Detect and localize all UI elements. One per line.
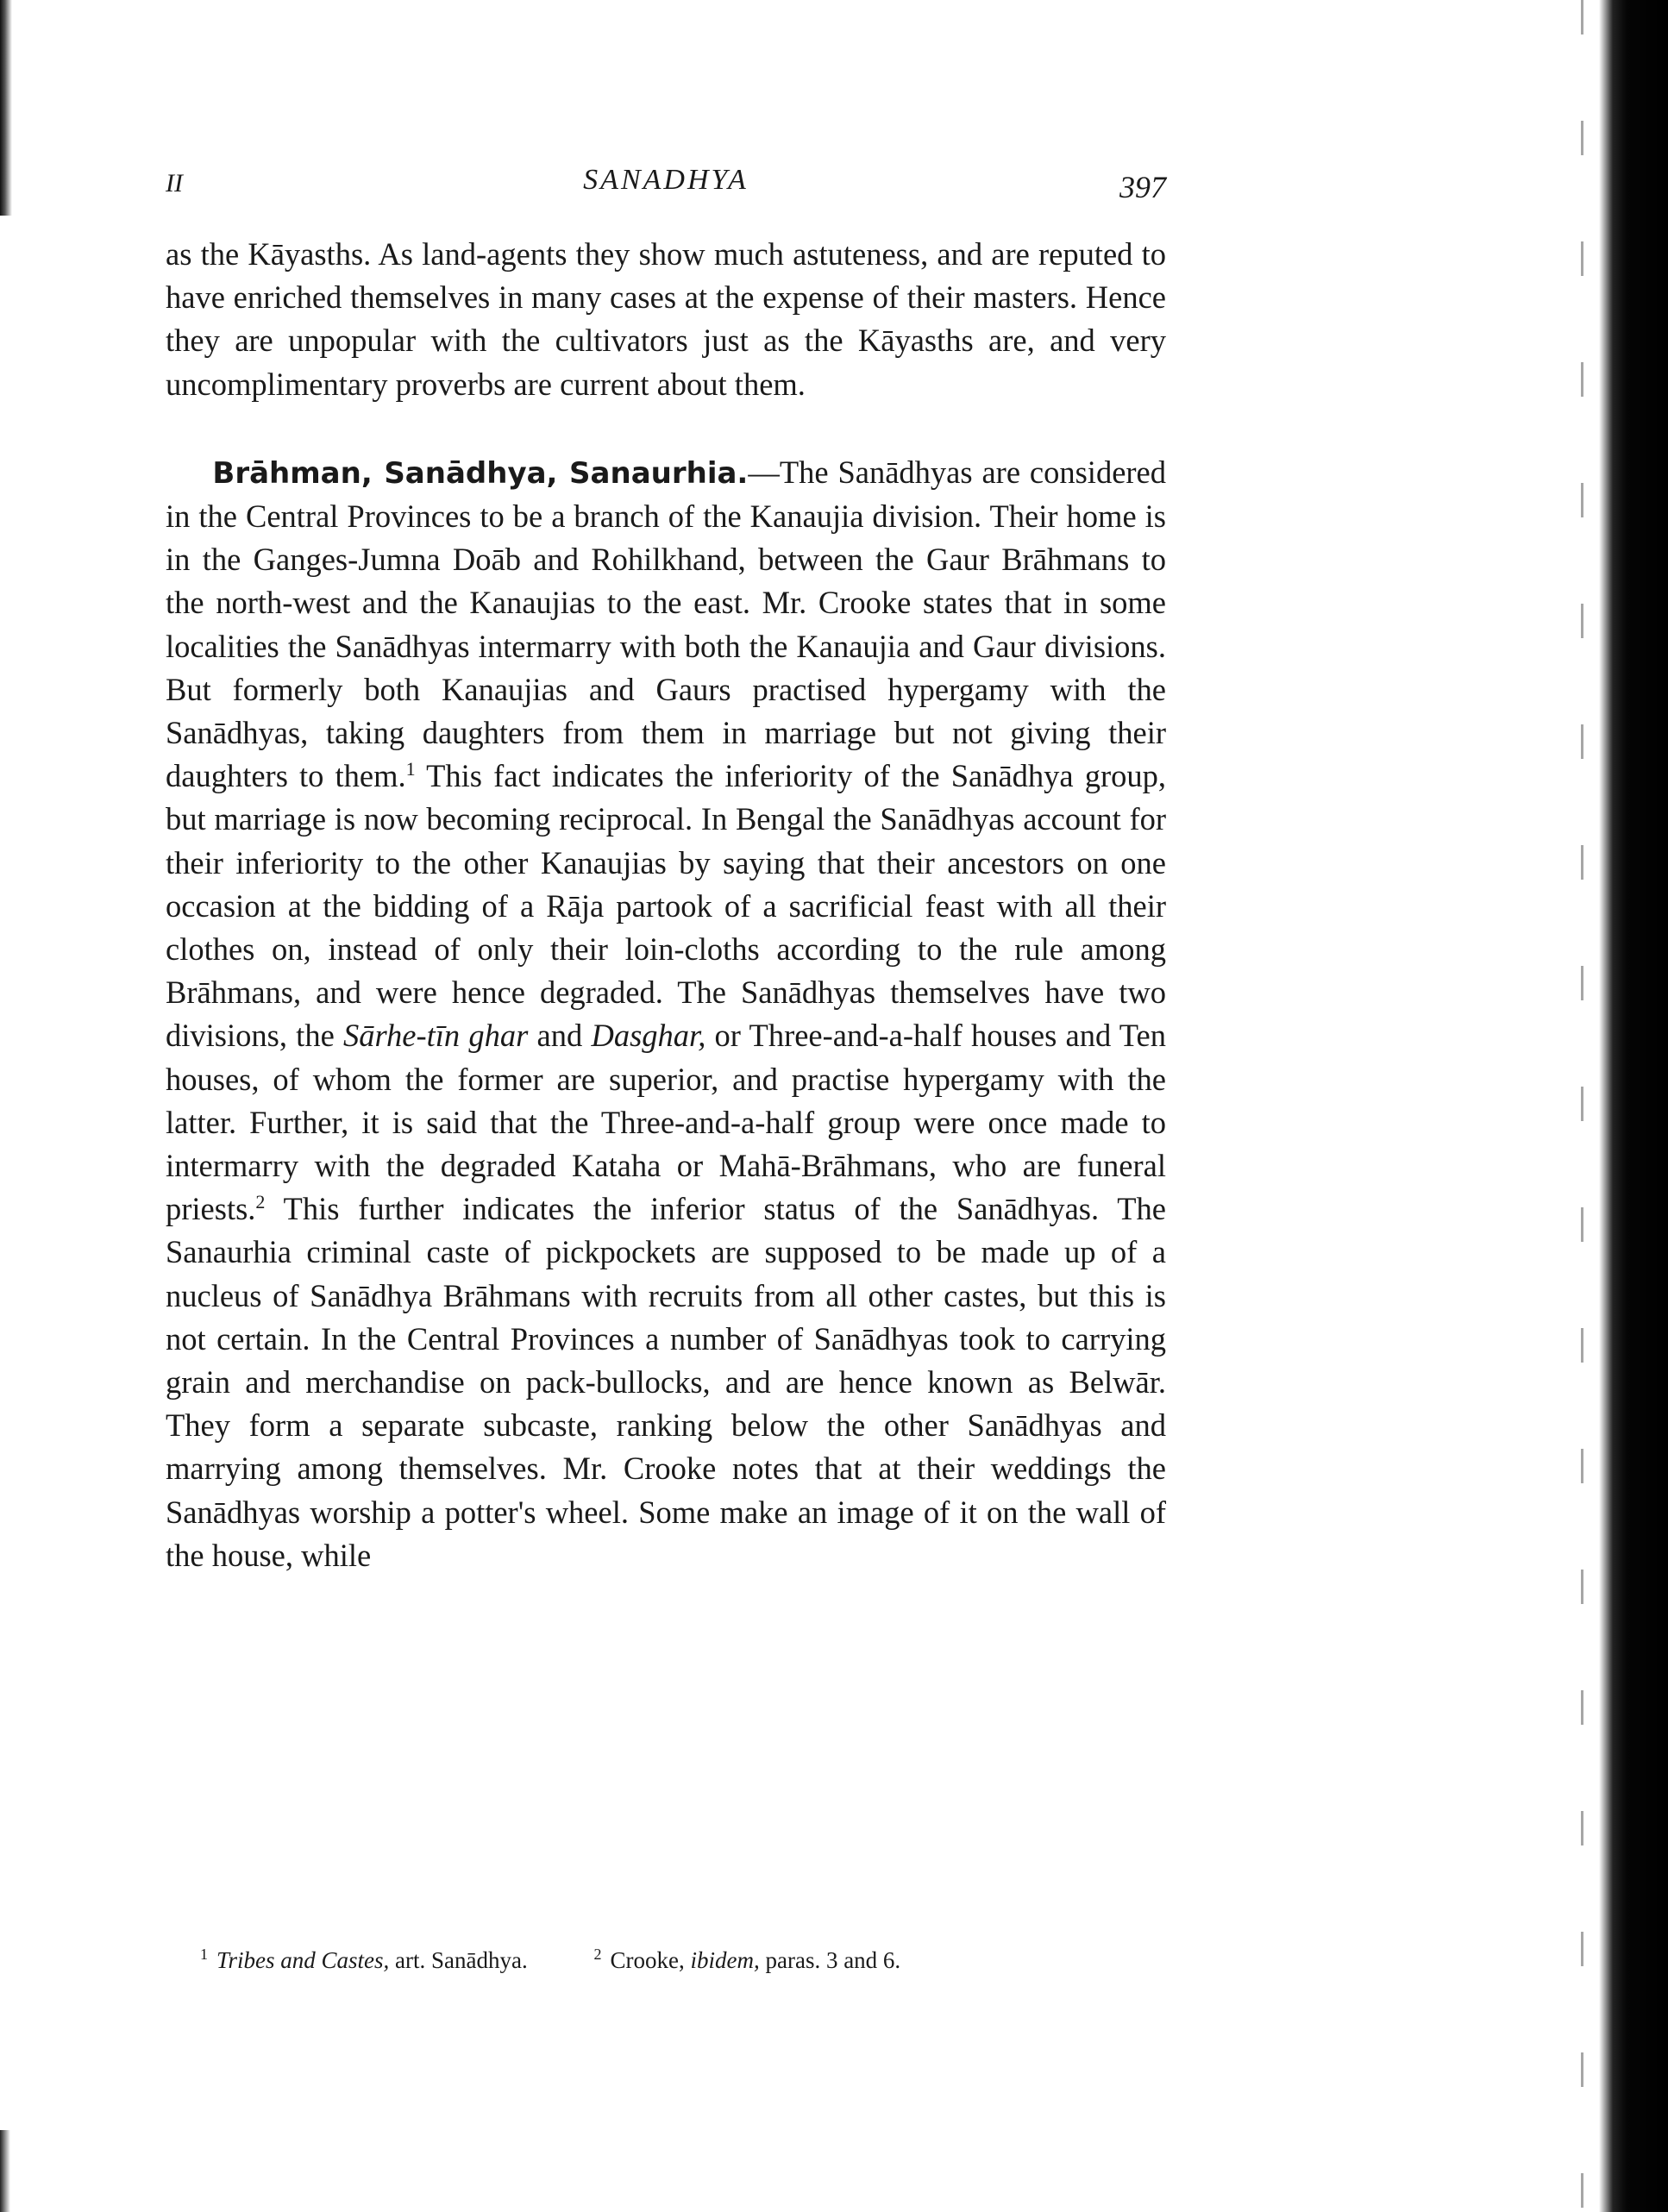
footnote-2 [594,1945,901,1976]
binding-marks [1581,0,1583,2212]
paragraph-1: as the Kāyasths. As land-agents they show much astuteness, and are reputed to have enriched themselves in many cases at the expense of their masters. Hence they are unpopular with the cultivators just as the Kāyasths are, and very uncomplimentary proverbs are current about them. [166,236,1166,402]
paragraph-2-text-c: or Three-and-a-half houses and Ten houses, of whom the former are superior, and practise hypergamy with the latter. Further, it is said that the Three-and-a-half group were once made to intermarry with the degraded Kataha or Mahā-Brāhmans, who are funeral priests. [166,1018,1166,1227]
footnotes [200,1945,1132,1976]
paragraph-2-text-a: —The Sanādhyas are considered in the Central Provinces to be a branch of the Kanaujia division. Their home is in the Ganges-Jumna Doāb and Rohilkhand, between the Gaur Brāhmans to the north-west and the Kanaujias to the east. Mr. Crooke states that in some localities the Sanādhyas intermarry with both the Kanaujia and Gaur divisions. But formerly both Kanaujias and Gaurs practised hypergamy with the Sanādhyas, taking daughters from them in marriage but not giving their daughters to them. [166,454,1166,794]
footnote-1-title: Tribes and Castes, [216,1947,390,1973]
signature-mark: II [166,169,183,197]
footnote-ref-2: 2 [255,1191,266,1213]
footnote-1-mark: 1 [200,1946,208,1963]
body-text [166,233,1166,1577]
footnote-1 [200,1945,528,1976]
footnote-1-text: art. Sanādhya. [389,1947,528,1973]
footnote-ref-1: 1 [405,758,416,780]
page-edge-left [0,0,12,216]
paragraph-2-text-b: This fact indicates the inferiority of the Sanādhya group, but marriage is now becoming reciprocal. In Bengal the Sanādhyas account for their inferiority to the other Kanaujias by saying that their ancestors on one occasion at the bidding of a Rāja partook of a sacrificial feast with all their clothes on, instead of only their loin-cloths according to the rule among Brāhmans, and were hence degraded. The Sanādhyas themselves have two divisions, the [166,758,1166,1054]
conjunction: and [528,1018,592,1054]
term-dasghar: Dasghar, [591,1018,706,1054]
footnote-2-prefix: Crooke, [610,1947,691,1973]
footnote-2-mark: 2 [593,1946,602,1963]
term-sarhe-tin-ghar: Sārhe-tīn ghar [342,1018,529,1054]
entry-heading: Brāhman, Sanādhya, Sanaurhia. [212,455,749,491]
paragraph-2-text-d: This further indicates the inferior status of the Sanādhyas. The Sanaurhia criminal caste of pickpockets are supposed to be made up of a nucleus of Sanādhya Brāhmans with recruits from all other castes, but this is not certain. In the Central Provinces a number of Sanādhyas took to carrying grain and merchandise on pack-bullocks, and are hence known as Belwār. They form a separate subcaste, ranking below the other Sanādhyas and marrying among themselves. Mr. Crooke notes that at their weddings the Sanādhyas worship a potter's wheel. Some make an image of it on the wall of the house, while [166,1191,1166,1573]
paragraph-2 [166,451,1166,1577]
page-edge-left-bottom [0,2130,10,2212]
footnote-2-text: paras. 3 and 6. [759,1947,901,1973]
page-number: 397 [1119,170,1166,204]
page-edge-right [1599,0,1668,2212]
running-title: SANADHYA [583,164,749,196]
footnote-2-title: ibidem, [690,1947,760,1973]
page-header [166,164,1166,207]
